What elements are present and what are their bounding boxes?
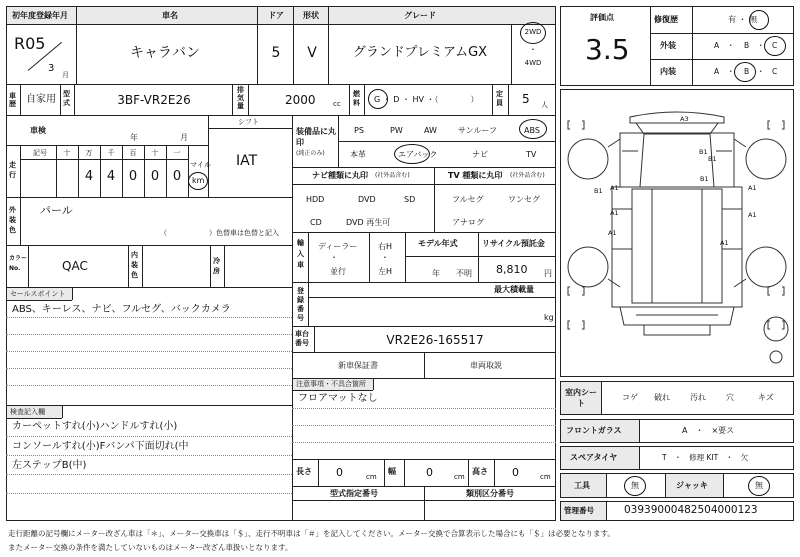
sales-points-label: セールスポイント [10, 290, 66, 298]
seat-option: コゲ [622, 393, 638, 402]
reg-no-label: 登録番号 [297, 287, 304, 322]
height-label: 高さ [472, 467, 488, 476]
recycle-label: リサイクル預託金 [482, 239, 545, 248]
width-value: 0 [426, 466, 433, 479]
import-left-h: 左H [378, 267, 393, 276]
import-dot: ・ [330, 253, 338, 262]
reg-year: R05 [14, 34, 46, 53]
grade-separator: ・ [727, 67, 735, 76]
jack-value: 無 [755, 481, 763, 490]
grade-letter: C [772, 41, 778, 50]
manual-label: 車両取説 [470, 361, 502, 370]
displacement-label: 排気量 [237, 86, 244, 110]
interior-label: 内装 [660, 67, 676, 76]
drive-4wd: 4WD [524, 59, 542, 67]
shape-label: 形状 [303, 11, 319, 20]
height-value: 0 [512, 466, 519, 479]
length-value: 0 [336, 466, 343, 479]
airbag-circle [394, 144, 430, 164]
capacity-value: 5 [522, 92, 530, 106]
import-dot-2: ・ [381, 253, 389, 262]
navi-dvd-play: DVD 再生可 [346, 218, 391, 227]
inspector-note-3: 左ステップB(中) [12, 460, 87, 471]
fuel-label: 燃料 [353, 90, 360, 107]
exterior-color-value: パール [40, 204, 73, 217]
equipment-item: ナビ [472, 150, 488, 159]
cc-unit: cc [333, 100, 341, 108]
type-label: 型式 [63, 90, 70, 107]
caution-label: 注意事項・不具合箇所 [296, 380, 366, 388]
grade-separator: ・ [757, 41, 765, 50]
import-parallel: 並行 [330, 267, 346, 276]
digit-header: 十 [63, 149, 71, 157]
windshield-label: フロントガラス [566, 426, 622, 435]
digit-header: 千 [107, 149, 115, 157]
damage-mark: B1 [700, 175, 709, 183]
damage-mark: A1 [608, 229, 617, 237]
grade-letter: B [744, 41, 750, 50]
repair-options: 有 ・ 無 [728, 15, 758, 24]
shift-value: IAT [236, 153, 258, 169]
tools-value: 無 [631, 481, 639, 490]
fuel-options: G ・ D ・ HV ・（ ） [374, 95, 479, 104]
damage-mark: B1 [699, 148, 708, 156]
length-cm: cm [366, 473, 377, 481]
model-year-unit: 年 [432, 269, 440, 278]
grade-letter: B [744, 67, 750, 76]
reg-month: 3 [48, 63, 55, 74]
damage-mark: A1 [610, 184, 619, 192]
navi-label: ナビ種類に丸印 [312, 171, 368, 180]
drive-2wd: 2WD [524, 28, 542, 36]
grade-letter: A [714, 41, 720, 50]
symbol-label: 記号 [33, 149, 47, 157]
mgmt-label: 管理番号 [564, 506, 594, 515]
footer-line-2: またメーター交換の条件を満たしていないものはメーター改ざん車扱いとなります。 [8, 543, 293, 552]
type-value: 3BF-VR2E26 [117, 93, 191, 107]
navi-hdd: HDD [306, 195, 325, 204]
repair-circle [749, 10, 769, 30]
sales-points-value: ABS、キーレス、ナビ、フルセグ、バックカメラ [12, 304, 231, 315]
digit-header: 十 [151, 149, 159, 157]
grade-letter: C [772, 67, 778, 76]
repair-label: 修復歴 [654, 15, 678, 24]
damage-mark: B1 [594, 187, 603, 195]
capacity-label: 定員 [496, 90, 503, 107]
footer-line-1: 走行距離の記号欄にメーター改ざん車は「＊」、メーター交換車は「＄」、走行不明車は「＃」を記入してください。メーター交換で合算表示した場合にも「＄」は必要となります。 [8, 529, 615, 538]
seat-option: 破れ [654, 393, 670, 402]
inspector-notes-label: 検査記入欄 [10, 408, 45, 416]
equipment-item: ABS [524, 126, 540, 135]
model-year-label: モデル年式 [418, 239, 458, 248]
kubun-value: 自家用 [26, 94, 56, 105]
damage-mark: A3 [680, 115, 689, 123]
import-dealer: ディーラー [318, 242, 358, 251]
inspection-label: 車検 [30, 126, 46, 135]
drive-dot: ・ [529, 45, 537, 54]
equipment-item: PS [354, 126, 364, 135]
exterior-c-circle [764, 36, 786, 56]
model-name: キャラバン [130, 45, 200, 61]
color-change-note: （ ）色替車は色替と記入 [160, 229, 279, 237]
equipment-item: サンルーフ [458, 126, 497, 135]
jack-label: ジャッキ [676, 481, 708, 490]
mgmt-value: 0393900048250400012​3 [624, 504, 758, 516]
seat-option: 穴 [726, 393, 734, 402]
recycle-yen: 円 [544, 269, 552, 278]
equipment-label: 装備品に丸印 [296, 127, 336, 147]
length-label: 長さ [296, 467, 312, 476]
abs-circle [519, 119, 547, 139]
grade-separator: ・ [727, 41, 735, 50]
import-right-h: 右H [378, 242, 393, 251]
seat-option: 汚れ [690, 393, 706, 402]
color-no-value: QAC [62, 259, 88, 273]
equipment-sublabel: (純正のみ) [296, 150, 325, 157]
navi-sd: SD [404, 195, 416, 204]
damage-mark: A1 [748, 211, 757, 219]
chassis-value: VR2E26-165517 [386, 333, 484, 347]
damage-mark: A1 [720, 239, 729, 247]
width-label: 幅 [388, 467, 396, 476]
equipment-item: AW [424, 126, 437, 135]
km-label: km [192, 176, 205, 185]
grade-label: グレード [404, 11, 436, 20]
tv-analog: アナログ [452, 218, 484, 227]
equipment-item: TV [526, 150, 537, 159]
door-count: 5 [271, 45, 281, 61]
warranty-label: 新車保証書 [338, 361, 378, 370]
model-name-label: 車名 [162, 11, 178, 20]
score-value: 3.5 [585, 33, 630, 66]
tv-sublabel: (社外品含む) [510, 172, 545, 179]
shape-value: V [307, 45, 317, 61]
equipment-item: 本革 [350, 150, 366, 159]
mileage-digit: 0 [128, 169, 138, 184]
digit-header: 万 [85, 149, 93, 157]
navi-dvd: DVD [358, 195, 376, 204]
score-label: 評価点 [590, 13, 614, 22]
max-load-label: 最大積載量 [494, 285, 534, 294]
interior-seat-label: 室内シート [565, 388, 597, 408]
month-unit: 月 [62, 71, 69, 79]
category-label: 類別区分番号 [466, 489, 514, 498]
recycle-value: 8,810 [496, 263, 528, 276]
mileage-digit: 0 [150, 169, 160, 184]
tv-oneseg: ワンセグ [508, 195, 540, 204]
navi-cd: CD [310, 218, 322, 227]
grade-separator: ・ [757, 67, 765, 76]
shift-label: シフト [238, 118, 259, 126]
tools-label: 工具 [574, 481, 590, 490]
inspector-note-2: コンソールすれ(小)Fバンパ下面切れ(中 [12, 441, 189, 452]
mileage-label: 走行 [9, 161, 16, 179]
digit-header: 百 [129, 149, 137, 157]
aircon-label: 冷房 [213, 257, 220, 275]
kubun-label: 車歴 [9, 92, 16, 108]
mileage-digit: 4 [84, 169, 94, 184]
kg-unit: kg [544, 313, 554, 322]
car-outline-svg [560, 89, 794, 377]
exterior-label: 外装 [660, 41, 676, 50]
caution-value: フロアマットなし [298, 393, 378, 404]
import-label: 輸入車 [297, 239, 304, 269]
capacity-unit: 人 [541, 101, 548, 109]
tv-fullseg: フルセグ [452, 195, 484, 204]
grade-letter: A [714, 67, 720, 76]
equipment-item: エアバック [398, 150, 438, 159]
displacement-value: 2000 [285, 93, 316, 107]
damage-mark: A1 [610, 209, 619, 217]
seat-option: キズ [758, 393, 774, 402]
interior-b-circle [734, 62, 756, 82]
inspection-month: 月 [180, 133, 188, 142]
exterior-color-label: 外装色 [9, 206, 16, 234]
navi-sublabel: (社外品含む) [375, 172, 410, 179]
inspection-year: 年 [130, 133, 138, 142]
door-label: ドア [268, 11, 284, 20]
mileage-digit: 0 [172, 169, 182, 184]
width-cm: cm [454, 473, 465, 481]
chassis-label: 車台番号 [295, 330, 309, 347]
height-cm: cm [540, 473, 551, 481]
inspector-note-1: カーペットすれ(小)ハンドルすれ(小) [12, 421, 178, 432]
grade-value: グランドプレミアムGX [352, 45, 488, 60]
spare-label: スペアタイヤ [570, 453, 618, 462]
mileage-digit: 4 [106, 169, 116, 184]
tv-label: TV 種類に丸印 [448, 171, 503, 180]
damage-mark: B1 [708, 155, 717, 163]
mile-label: マイル [190, 161, 211, 169]
type-designation-label: 型式指定番号 [330, 489, 378, 498]
color-no-label: カラーNo. [9, 255, 28, 272]
first-reg-label: 初年度登録年月 [12, 11, 68, 20]
digit-header: 一 [173, 149, 181, 157]
model-year-unknown: 不明 [456, 269, 472, 278]
damage-mark: A1 [748, 184, 757, 192]
interior-color-label: 内装色 [131, 251, 138, 279]
spare-options: T ・ 修理 KIT ・ 欠 [662, 453, 749, 462]
windshield-options: A ・ ×要ス [682, 426, 735, 435]
equipment-item: PW [390, 126, 403, 135]
